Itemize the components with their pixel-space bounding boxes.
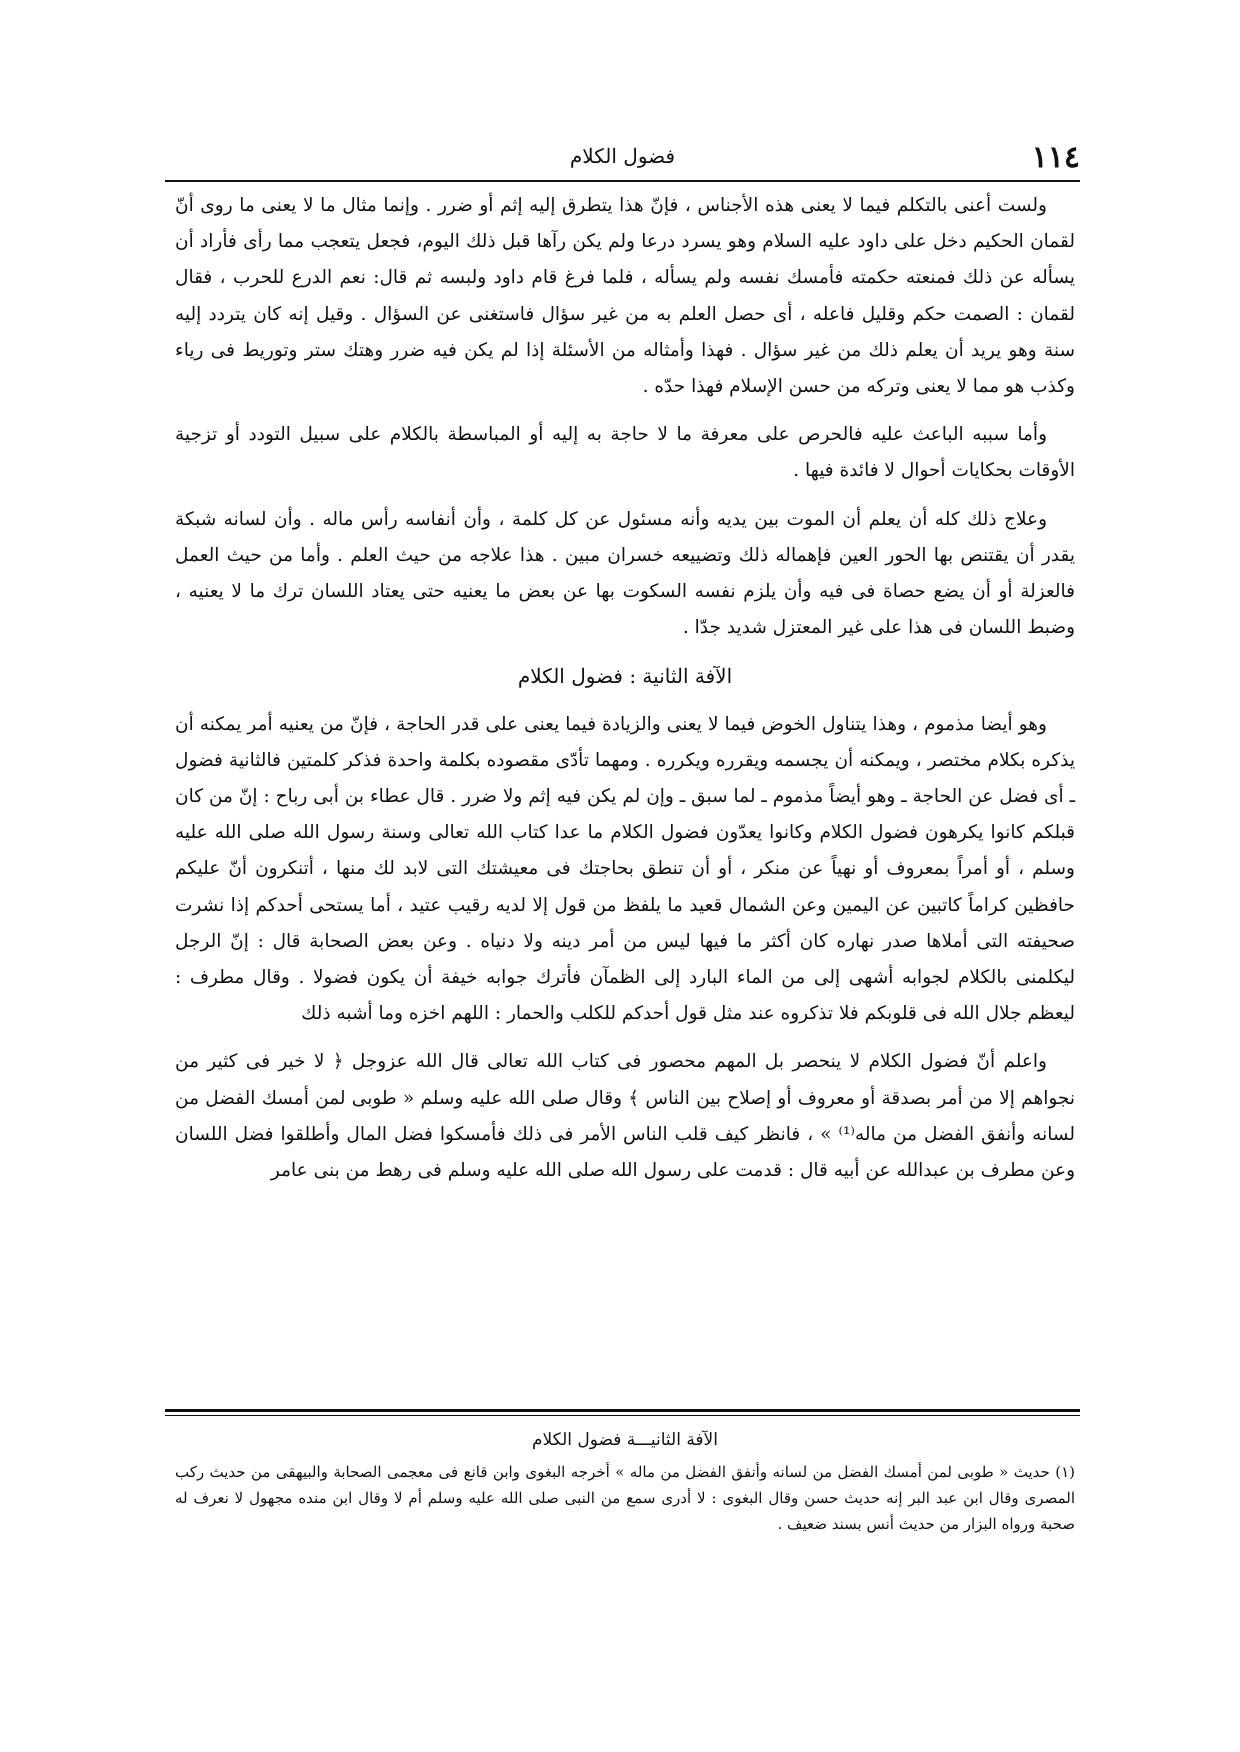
paragraph-2: وأما سببه الباعث عليه فالحرص على معرفة ما لا حاجة به إليه أو المباسطة بالكلام على سبيل التودد أو تزجية الأوقات بحكايات أحوال لا فائدة فيها . [175,424,1075,482]
footnote-1: (١) حديث « طوبى لمن أمسك الفضل من لسانه وأنفق الفضل من ماله » أخرجه البغوى وابن قانع فى معجمى الصحابة والبيهقى من حديث ركب المصرى وقال ابن عبد البر إنه حديث حسن وقال البغوى : لا أدرى سمع من النبى صلى الله عليه وسلم أم لا وقال ابن منده مجهول لا نعرف له صحبة ورواه البزار من حديث أنس بسند ضعيف . [175,1463,1075,1533]
header-rule [165,180,1080,182]
page-number: ١١٤ [1031,140,1080,175]
footnote-rule-thin [165,1415,1080,1416]
paragraph-4: وهو أيضا مذموم ، وهذا يتناول الخوض فيما لا يعنى والزيادة فيما يعنى على قدر الحاجة ، فإنّ من يعنيه أمر يمكنه أن يذكره بكلام مختصر ، ويمكنه أن يجسمه ويقرره ويكرره . ومهما تأدّى مقصوده بكلمة واحدة فذكر كلمتين فالثانية فضول ـ أى فضل عن الحاجة ـ وهو أيضاً مذموم ـ لما سبق ـ وإن لم يكن فيه إثم ولا ضرر . قال عطاء بن أبى رباح : إنّ من كان قبلكم كانوا يكرهون فضول الكلام وكانوا يعدّون فضول الكلام ما عدا كتاب الله تعالى وسنة رسول الله صلى الله عليه وسلم ، أو أمراً بمعروف أو نهياً عن منكر ، أو أن تنطق بحاجتك فى معيشتك التى لابد لك منها ، أتنكرون أنّ عليكم حافظين كراماً كاتبين عن اليمين وعن الشمال قعيد ما يلفظ من قول إلا لديه رقيب عتيد ، أما يستحى أحدكم إذا نشرت صحيفته التى أملاها صدر نهاره كان أكثر ما فيها ليس من أمر دينه ولا دنياه . وعن بعض الصحابة قال : إنّ الرجل ليكلمنى بالكلام لجوابه أشهى إلى من الماء البارد إلى الظمآن فأترك جوابه خيفة أن يكون فضولا . وقال مطرف : ليعظم جلال الله فى قلوبكم فلا تذكروه عند مثل قول أحدكم للكلب والحمار : اللهم اخزه وما أشبه ذلك [175,713,1075,1025]
paragraph-1: ولست أعنى بالتكلم فيما لا يعنى هذه الأجناس ، فإنّ هذا يتطرق إليه إثم أو ضرر . وإنما مثال ما لا يعنى ما روى أنّ لقمان الحكيم دخل على داود عليه السلام وهو يسرد درعا ولم يكن رآها قبل ذلك اليوم، فجعل يتعجب مما رأى فأراد أن يسأله عن ذلك فمنعته حكمته فأمسك نفسه ولم يسأله ، فلما فرغ قام داود ولبسه ثم قال: نعم الدرع للحرب ، فقال لقمان : الصمت حكم وقليل فاعله ، أى حصل العلم به من غير سؤال فاستغنى عن السؤال . وقيل إنه كان يتردد إليه سنة وهو يريد أن يعلم ذلك من غير سؤال . فهذا وأمثاله من الأسئلة إذا لم يكن فيه ضرر وهتك ستر وتوريط فى رياء وكذب هو مما لا يعنى وتركه من حسن الإسلام فهذا حدّه . [175,195,1076,398]
footnotes [175,1427,1075,1537]
running-title: فضول الكلام [569,144,676,168]
footnote-rule-thick [165,1409,1080,1412]
section-heading: الآفة الثانية : فضول الكلام [517,664,733,689]
paragraph-5: واعلم أنّ فضول الكلام لا ينحصر بل المهم محصور فى كتاب الله تعالى قال الله عزوجل ﴿ لا خير فى كثير من نجواهم إلا من أمر بصدقة أو معروف أو إصلاح بين الناس ﴾ وقال صلى الله عليه وسلم « طوبى لمن أمسك الفضل من لسانه وأنفق الفضل من ماله⁽¹⁾ » ، فانظر كيف قلب الناس الأمر فى ذلك فأمسكوا فضل المال وأطلقوا فضل اللسان وعن مطرف بن عبدالله عن أبيه قال : قدمت على رسول الله صلى الله عليه وسلم فى رهط من بنى عامر [175,1051,1075,1182]
page-header [165,140,1080,180]
paragraph-3: وعلاج ذلك كله أن يعلم أن الموت بين يديه وأنه مسئول عن كل كلمة ، وأن أنفاسه رأس ماله . وأن لسانه شبكة يقدر أن يقتنص بها الحور العين فإهماله ذلك وتضييعه خسران مبين . هذا علاجه من حيث العلم . وأما من حيث العمل فالعزلة أو أن يضع حصاة فى فيه وأن يلزم نفسه السكوت بها عن بعض ما يعنيه حتى يعتاد اللسان ترك ما لا يعنيه ، وضبط اللسان فى هذا على غير المعتزل شديد جدّا . [175,508,1075,639]
main-text [175,188,1075,1189]
footnote-heading: الآفة الثانيـــة فضول الكلام [532,1430,718,1450]
